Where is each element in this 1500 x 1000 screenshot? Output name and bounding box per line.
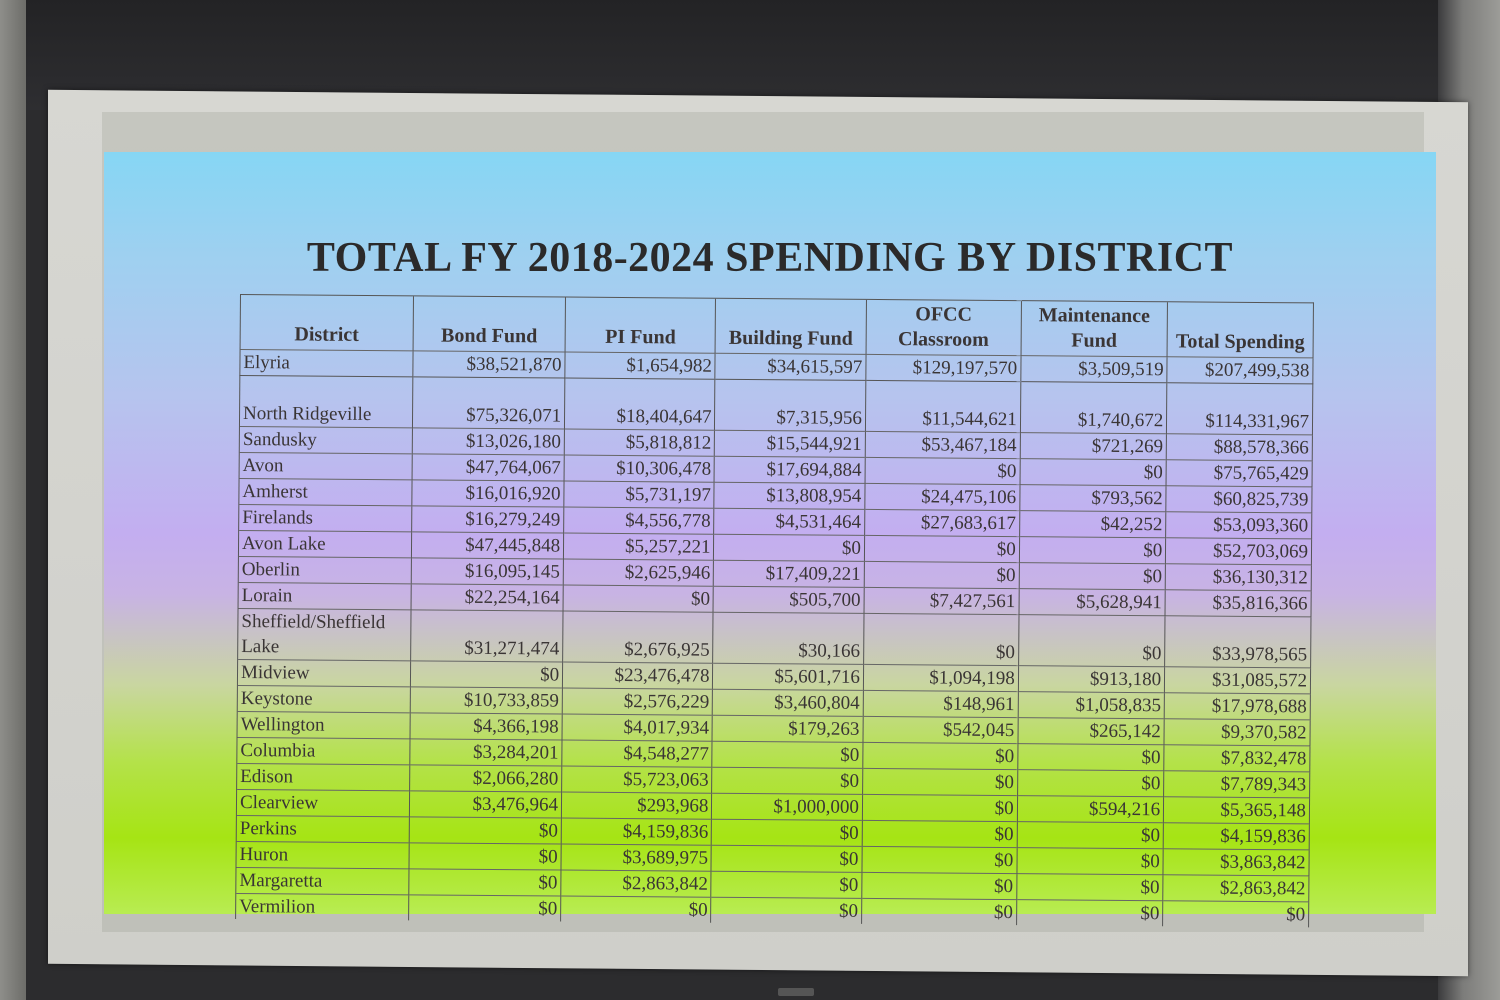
maintenance-fund-value: $0 (1018, 615, 1165, 667)
district-name: Huron (236, 841, 409, 868)
ofcc-classroom-value: $0 (864, 561, 1019, 588)
ofcc-classroom-value: $24,475,106 (865, 483, 1020, 510)
building-fund-value: $34,615,597 (715, 353, 866, 380)
maintenance-fund-value: $0 (1018, 744, 1165, 771)
maintenance-fund-value: $265,142 (1018, 718, 1165, 745)
pi-fund-value: $5,818,812 (564, 429, 715, 456)
bond-fund-value: $16,095,145 (411, 558, 563, 585)
building-fund-value: $0 (711, 897, 862, 924)
bond-fund-value: $2,066,280 (409, 765, 561, 792)
building-fund-value: $17,409,221 (714, 560, 865, 587)
ofcc-classroom-value: $129,197,570 (866, 354, 1021, 381)
bond-fund-value: $13,026,180 (412, 428, 564, 455)
district-name: Oberlin (238, 556, 411, 583)
header-building-fund: Building Fund (716, 298, 867, 354)
building-fund-value: $5,601,716 (713, 663, 864, 690)
maintenance-fund-value: $0 (1019, 537, 1166, 564)
building-fund-value: $4,531,464 (714, 508, 865, 535)
pi-fund-value: $2,863,842 (561, 870, 712, 897)
spending-table (235, 294, 1314, 927)
ofcc-classroom-value: $0 (862, 820, 1017, 847)
ofcc-classroom-value: $0 (862, 768, 1017, 795)
ofcc-classroom-value: $7,427,561 (864, 587, 1019, 614)
district-name: Margaretta (236, 867, 409, 894)
header-district: District (240, 295, 413, 351)
building-fund-value: $179,263 (712, 715, 863, 742)
total-spending-value: $53,093,360 (1166, 512, 1312, 539)
ofcc-classroom-value: $27,683,617 (864, 509, 1019, 536)
district-name: Wellington (237, 711, 410, 738)
district-name: Elyria (240, 350, 413, 377)
bond-fund-value: $31,271,474 (411, 610, 564, 662)
pi-fund-value: $293,968 (561, 792, 712, 819)
building-fund-value: $17,694,884 (715, 456, 866, 483)
district-name: Lorain (238, 582, 411, 609)
maintenance-fund-value: $5,628,941 (1019, 589, 1166, 616)
pi-fund-value: $5,731,197 (564, 481, 715, 508)
bond-fund-value: $16,016,920 (412, 480, 564, 507)
projected-slide (104, 152, 1436, 926)
district-name: Edison (237, 763, 410, 790)
maintenance-fund-value: $793,562 (1020, 485, 1167, 512)
table-row (238, 608, 1311, 667)
header-pi-fund: PI Fund (565, 297, 716, 353)
header-total-spending: Total Spending (1167, 302, 1313, 358)
ofcc-classroom-value: $0 (865, 457, 1020, 484)
table-body (236, 350, 1313, 928)
ofcc-classroom-value: $542,045 (863, 716, 1018, 743)
building-fund-value: $1,000,000 (712, 793, 863, 820)
pi-fund-value: $4,548,277 (562, 740, 713, 767)
building-fund-value: $0 (714, 534, 865, 561)
building-fund-value: $30,166 (713, 612, 864, 664)
ofcc-classroom-value: $0 (863, 613, 1018, 665)
bond-fund-value: $0 (409, 843, 561, 870)
bond-fund-value: $22,254,164 (411, 584, 563, 611)
ofcc-classroom-value: $1,094,198 (863, 664, 1018, 691)
maintenance-fund-value: $1,058,835 (1018, 692, 1165, 719)
total-spending-value: $17,978,688 (1164, 693, 1310, 720)
pi-fund-value: $23,476,478 (563, 662, 714, 689)
total-spending-value: $0 (1163, 901, 1309, 928)
pi-fund-value: $4,017,934 (562, 714, 713, 741)
bond-fund-value: $38,521,870 (413, 351, 565, 378)
total-spending-value: $31,085,572 (1165, 667, 1311, 694)
bond-fund-value: $0 (408, 895, 560, 922)
bond-fund-value: $4,366,198 (410, 713, 562, 740)
bond-fund-value: $47,764,067 (412, 454, 564, 481)
building-fund-value: $7,315,956 (715, 379, 866, 431)
bond-fund-value: $75,326,071 (412, 377, 565, 429)
district-name: Sheffield/Sheffield Lake (238, 608, 411, 660)
total-spending-value: $7,789,343 (1164, 771, 1310, 798)
table-row (239, 376, 1312, 435)
pi-fund-value: $4,556,778 (564, 507, 715, 534)
ofcc-classroom-value: $0 (863, 742, 1018, 769)
bond-fund-value: $3,284,201 (410, 739, 562, 766)
pi-fund-value: $1,654,982 (565, 352, 716, 379)
ofcc-classroom-value: $11,544,621 (865, 380, 1020, 432)
ofcc-classroom-value: $53,467,184 (865, 431, 1020, 458)
maintenance-fund-value: $0 (1017, 874, 1164, 901)
total-spending-value: $36,130,312 (1165, 564, 1311, 591)
total-spending-value: $33,978,565 (1165, 616, 1311, 668)
pi-fund-value: $0 (563, 585, 714, 612)
pi-fund-value: $5,257,221 (564, 533, 715, 560)
district-name: Perkins (236, 815, 409, 842)
screen-logo (778, 988, 814, 996)
total-spending-value: $2,863,842 (1163, 875, 1309, 902)
header-bond-fund: Bond Fund (413, 296, 566, 352)
header-maintenance-fund: Maintenance Fund (1021, 301, 1168, 357)
maintenance-fund-value: $0 (1019, 563, 1166, 590)
building-fund-value: $0 (711, 871, 862, 898)
maintenance-fund-value: $0 (1017, 848, 1164, 875)
maintenance-fund-value: $0 (1017, 770, 1164, 797)
maintenance-fund-value: $0 (1017, 822, 1164, 849)
table-header-row (240, 295, 1313, 358)
maintenance-fund-value: $1,740,672 (1020, 382, 1167, 434)
bond-fund-value: $0 (410, 661, 562, 688)
bond-fund-value: $3,476,964 (409, 791, 561, 818)
district-name: Columbia (237, 737, 410, 764)
building-fund-value: $0 (712, 819, 863, 846)
total-spending-value: $114,331,967 (1167, 383, 1313, 435)
maintenance-fund-value: $721,269 (1020, 433, 1167, 460)
bond-fund-value: $16,279,249 (412, 506, 564, 533)
pi-fund-value: $18,404,647 (565, 378, 716, 430)
pi-fund-value: $5,723,063 (562, 766, 713, 793)
district-name: Midview (237, 659, 410, 686)
total-spending-value: $35,816,366 (1165, 590, 1311, 617)
district-name: Vermilion (236, 893, 409, 920)
building-fund-value: $0 (711, 845, 862, 872)
maintenance-fund-value: $42,252 (1019, 511, 1166, 538)
pi-fund-value: $2,576,229 (562, 688, 713, 715)
building-fund-value: $13,808,954 (714, 482, 865, 509)
district-name: Amherst (239, 478, 412, 505)
total-spending-value: $7,832,478 (1164, 745, 1310, 772)
total-spending-value: $5,365,148 (1164, 797, 1310, 824)
ofcc-classroom-value: $0 (862, 846, 1017, 873)
bond-fund-value: $47,445,848 (411, 532, 563, 559)
maintenance-fund-value: $594,216 (1017, 796, 1164, 823)
building-fund-value: $3,460,804 (713, 689, 864, 716)
maintenance-fund-value: $913,180 (1018, 666, 1165, 693)
total-spending-value: $207,499,538 (1167, 357, 1313, 384)
total-spending-value: $52,703,069 (1166, 538, 1312, 565)
bond-fund-value: $10,733,859 (410, 687, 562, 714)
total-spending-value: $4,159,836 (1163, 823, 1309, 850)
building-fund-value: $0 (712, 767, 863, 794)
bond-fund-value: $0 (409, 869, 561, 896)
maintenance-fund-value: $3,509,519 (1021, 356, 1168, 383)
pi-fund-value: $0 (561, 896, 712, 923)
maintenance-fund-value: $0 (1016, 900, 1163, 927)
total-spending-value: $88,578,366 (1166, 434, 1312, 461)
maintenance-fund-value: $0 (1020, 459, 1167, 486)
district-name: North Ridgeville (239, 376, 412, 428)
ofcc-classroom-value: $148,961 (863, 690, 1018, 717)
pi-fund-value: $3,689,975 (561, 844, 712, 871)
total-spending-value: $3,863,842 (1163, 849, 1309, 876)
district-name: Avon (239, 452, 412, 479)
pi-fund-value: $2,676,925 (563, 611, 714, 663)
slide-title: TOTAL FY 2018-2024 SPENDING BY DISTRICT (306, 235, 1234, 281)
total-spending-value: $60,825,739 (1166, 486, 1312, 513)
building-fund-value: $15,544,921 (715, 430, 866, 457)
ofcc-classroom-value: $0 (861, 898, 1016, 925)
district-name: Clearview (236, 789, 409, 816)
building-fund-value: $0 (712, 741, 863, 768)
pi-fund-value: $4,159,836 (561, 818, 712, 845)
district-name: Firelands (239, 504, 412, 531)
district-name: Avon Lake (238, 530, 411, 557)
district-name: Keystone (237, 685, 410, 712)
bond-fund-value: $0 (409, 817, 561, 844)
ofcc-classroom-value: $0 (864, 535, 1019, 562)
pi-fund-value: $10,306,478 (564, 455, 715, 482)
ofcc-classroom-value: $0 (862, 872, 1017, 899)
left-wall (0, 0, 26, 1000)
pi-fund-value: $2,625,946 (563, 559, 714, 586)
building-fund-value: $505,700 (713, 586, 864, 613)
total-spending-value: $75,765,429 (1166, 460, 1312, 487)
header-ofcc-classroom: OFCC Classroom (866, 299, 1021, 355)
district-name: Sandusky (239, 426, 412, 453)
total-spending-value: $9,370,582 (1164, 719, 1310, 746)
ofcc-classroom-value: $0 (862, 794, 1017, 821)
